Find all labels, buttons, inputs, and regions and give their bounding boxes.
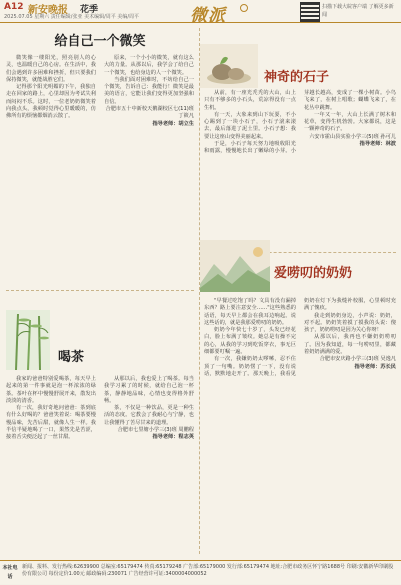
article-teacher: 指导老师：胡立生: [152, 120, 194, 127]
article-byline: 六安市霍山县实验小学三(5)班 孙可儿: [309, 133, 396, 140]
article-teacher: 指导老师：林波: [359, 141, 396, 148]
qr-code-icon[interactable]: [300, 2, 320, 22]
article-title: 喝茶: [58, 350, 85, 365]
footer-contact-info: 新闻、报料、发行热线:62639900 总编室:65179474 传真:65179248 广告部:65179000 发行部:65179474 地址:合肥市政务区怀宁路1688号 印刷:安徽新华印刷股份有限公司 每份定价1.00元 邮政编码:230071 广告经营许可证:3400004000052: [22, 564, 394, 577]
paper-name: 新安晚报: [28, 5, 68, 16]
page-header: [0, 0, 401, 26]
article-paragraph: "早餐过吃饱了吗？文具有没有漏掉东西？路上要注意安全……"这些熟悉的话语，每天早上都会在我耳边响起。说这些话的，就是我那爱唠叨的奶奶。: [204, 298, 296, 326]
article-smile: [6, 26, 194, 255]
section-name: 花季: [80, 5, 99, 15]
article-paragraph: 记得那个阳光明媚的下午，我独自走在回家的路上，心里却因为考试失利而闷闷不乐。这时，一位老奶奶微笑着向我点头，我顿时觉得心里暖暖的，仿佛所有的烦恼都烟消云散了。: [6, 84, 96, 120]
article-title: 给自己一个微笑: [54, 34, 146, 49]
right-column: [204, 26, 396, 558]
article-paragraph: 我走到奶奶身边，小声说：奶奶，对不起。奶奶笑着摸了摸我的头说：傻孩子，奶奶唠叨是因为关心你呀！: [304, 312, 396, 334]
article-title: 爱唠叨的奶奶: [274, 266, 353, 281]
article-paragraph: 有一次，我好奇地问爸爸：茶到底有什么好喝的？爸爸笑着说：喝茶要慢慢品味，先苦后甜，就像人生一样。我半信半疑地喝了一口，果然先是苦涩，接着舌尖便泛起了一丝甘甜。: [6, 405, 96, 441]
article-separator: [6, 290, 194, 291]
page-number: A12: [4, 2, 24, 12]
qr-caption: 扫描下载大皖客户端 了解更多新闻: [322, 4, 394, 18]
stone-illustration: [200, 44, 258, 88]
article-teacher: 指导老师：程志英: [152, 434, 194, 441]
article-paragraph: 奶奶今年快七十岁了，头发已经花白，脸上布满了皱纹。她总是有操不完的心，从我的学习到吃饭穿衣，事无巨细都要叮嘱一遍。: [204, 327, 296, 356]
article-byline: 合肥市七里塘小学三(3)班 周鹏程: [117, 427, 194, 434]
page-footer: [0, 560, 401, 585]
bamboo-illustration: [6, 310, 50, 370]
article-paragraph: 从前，有一座光秃秃的大山，山上只有不够多的小石头，荒凉得没有一点生机。: [204, 90, 296, 111]
article-paragraph: 于是，小石子每天努力地吸收阳光和雨露，慢慢地长出了嫩绿的小芽。小芽越长越高，变成了一棵小树苗。小鸟飞来了，在树上唱歌；蝴蝶飞来了，在花丛中跳舞。: [204, 90, 396, 155]
logo-decoration-icon: [240, 4, 248, 12]
left-column: [6, 26, 194, 558]
article-byline: 合肥市五十中新校天鹅湖校区七(11)班 丁筱凡: [105, 106, 194, 120]
article-paragraph: 当我们面对困难时，不妨给自己一个微笑，告诉自己：我能行！微笑是最美的语言，它能让我们变得更加坚强和自信。: [104, 76, 194, 105]
article-paragraph: 有一次，我嫌奶奶太啰嗦，忍不住顶了一句嘴。奶奶愣了一下，没有说话，默默地走开了。那天晚上，我看见奶奶在灯下为我缝补校服，心里顿时充满了愧疚。: [204, 298, 396, 377]
article-paragraph: 微笑像一缕阳光，照亮别人的心灵，也温暖自己的心房。在生活中，我们会遇到许多困难和挫折，但只要我们保持微笑，就能战胜它们。: [6, 55, 96, 83]
article-paragraph: 一年又一年，大山上长满了树木和花草，变得生机勃勃。大家都说，这是一颗神奇的石子。: [304, 111, 396, 133]
article-paragraph: 原来，一个小小的微笑，就有这么大的力量。从那以后，我学会了给自己一个微笑，也给身边的人一个微笑。: [104, 55, 194, 76]
article-paragraph: 茶，不仅是一种饮品，更是一种生活的态度。它教会了我耐心与宁静，也让我懂得了苦尽甘来的道理。: [104, 405, 194, 426]
article-title: 神奇的石子: [264, 70, 330, 85]
footer-label: 本社电话: [2, 565, 18, 580]
article-paragraph: 从那以后，我也爱上了喝茶。每当我学习累了的时候，就给自己泡一杯茶，静静地品味，心情也变得格外舒畅。: [104, 376, 194, 404]
article-paragraph: 有一天，大象来到山下玩耍，不小心踢到了一块小石子，小石子滚来滚去，最后落进了泥土里。小石子想：我要让这座山变得美丽起来。: [204, 111, 296, 140]
article-paragraph: 从那以后，我再也不嫌奶奶唠叨了。因为我知道，每一句唠叨里，都藏着奶奶满满的爱。: [304, 334, 396, 356]
article-paragraph: 我家的爸爸特别爱喝茶，每天早上起来的第一件事就是泡一杯浓浓的绿茶。茶叶在杯中慢慢舒展开来，散发出淡淡的清香。: [6, 376, 96, 404]
mountain-illustration: [200, 240, 270, 292]
article-teacher: 指导老师：苏长民: [354, 363, 396, 370]
article-byline: 合肥市安庆路小学三(3)班 吴逸凡: [319, 356, 396, 363]
date-line: 2025.07.05 星期六 责任编辑/张亚 美术编辑/周平 美编/周平: [4, 14, 140, 20]
section-logo: 微派: [190, 6, 226, 26]
